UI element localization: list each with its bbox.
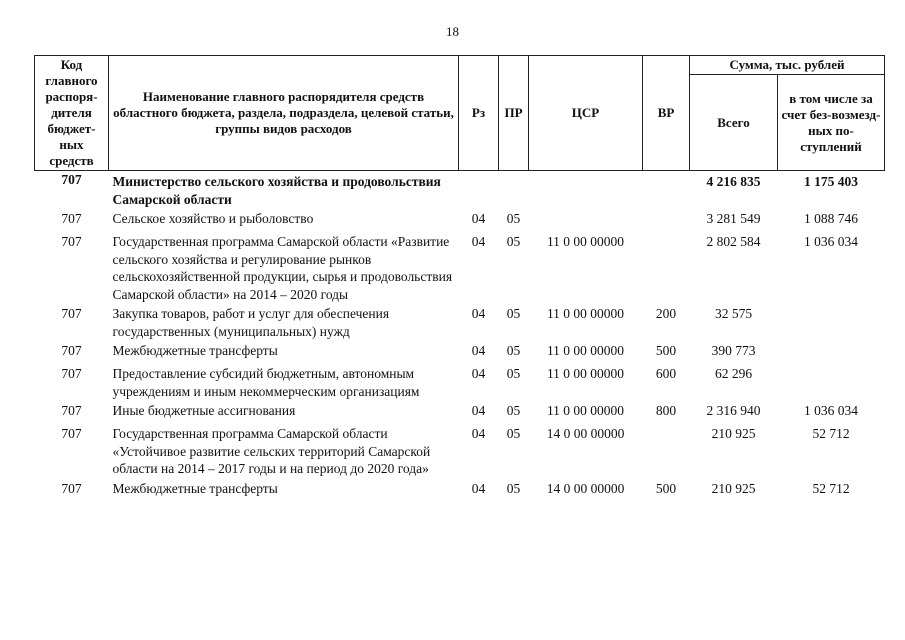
row-total: 3 281 549 xyxy=(706,211,761,226)
row-code: 707 xyxy=(61,366,82,381)
row-total: 2 316 940 xyxy=(706,403,761,418)
row-gratuitous: 52 712 xyxy=(812,480,850,496)
row-vr: 800 xyxy=(655,403,677,418)
row-rz: 04 xyxy=(471,306,486,321)
row-gratuitous: 1 036 034 xyxy=(804,403,858,418)
row-total: 62 296 xyxy=(714,366,753,381)
row-gratuitous xyxy=(778,340,885,363)
row-csr: 11 0 00 00000 xyxy=(546,366,625,381)
row-gratuitous: 52 712 xyxy=(812,426,850,441)
row-csr: 11 0 00 00000 xyxy=(546,403,625,418)
page-number: 18 xyxy=(446,24,459,39)
row-rz: 04 xyxy=(471,426,486,441)
table-row xyxy=(35,340,885,363)
row-vr: 600 xyxy=(655,366,677,381)
row-rz: 04 xyxy=(471,366,486,381)
header-code: Код главного распоря-дителя бюджет-ных средств xyxy=(35,56,109,171)
row-vr xyxy=(643,208,690,231)
table-body xyxy=(35,171,885,498)
row-rz: 04 xyxy=(471,343,486,358)
row-gratuitous: 1 088 746 xyxy=(804,211,858,226)
row-code: 707 xyxy=(61,306,82,321)
row-pr: 05 xyxy=(506,426,521,441)
row-code: 707 xyxy=(61,211,82,226)
row-total: 210 925 xyxy=(711,480,756,496)
table-row xyxy=(35,423,885,478)
row-code: 707 xyxy=(61,426,82,441)
row-pr: 05 xyxy=(506,480,521,496)
header-name: Наименование главного распорядителя средств областного бюджета, раздела, подраздела, целевой статьи, группы видов расходов xyxy=(109,56,459,171)
row-total: 2 802 584 xyxy=(706,234,761,249)
row-pr: 05 xyxy=(506,306,521,321)
table-row xyxy=(35,478,885,498)
row-total: 4 216 835 xyxy=(706,174,761,189)
row-total: 32 575 xyxy=(714,306,753,321)
table-row xyxy=(35,303,885,340)
row-gratuitous: 1 036 034 xyxy=(804,234,858,249)
row-pr: 05 xyxy=(506,211,521,226)
row-name: Межбюджетные трансферты xyxy=(112,480,278,496)
row-vr xyxy=(643,231,690,303)
row-rz: 04 xyxy=(471,211,486,226)
header-total: Всего xyxy=(690,75,778,171)
row-code: 707 xyxy=(61,343,82,358)
row-csr: 11 0 00 00000 xyxy=(546,343,625,358)
table-row xyxy=(35,208,885,231)
row-rz: 04 xyxy=(471,480,486,496)
header-gratuitous: в том числе за счет без-возмезд-ных по-ступлений xyxy=(778,75,885,171)
row-vr: 500 xyxy=(655,343,677,358)
row-gratuitous xyxy=(778,363,885,400)
row-rz: 04 xyxy=(471,403,486,418)
row-name: Государственная программа Самарской области «Развитие сельского хозяйства и регулирование рынков сельскохозяйственной продукции, сырья и продовольствия Самарской области» на 2014 – 2020 годы xyxy=(112,234,453,302)
table-row xyxy=(35,400,885,423)
row-csr xyxy=(529,208,643,231)
row-vr: 500 xyxy=(655,480,677,496)
row-pr: 05 xyxy=(506,403,521,418)
header-rz: Рз xyxy=(459,56,499,171)
row-name: Министерство сельского хозяйства и продовольствия Самарской области xyxy=(112,174,441,207)
row-rz xyxy=(459,171,499,209)
row-code: 707 xyxy=(61,403,82,418)
row-total: 390 773 xyxy=(711,343,756,358)
row-csr: 14 0 00 00000 xyxy=(546,426,625,441)
row-pr: 05 xyxy=(506,234,521,249)
row-rz: 04 xyxy=(471,234,486,249)
row-code: 707 xyxy=(61,172,82,187)
row-code: 707 xyxy=(61,480,82,496)
row-csr: 14 0 00 00000 xyxy=(546,480,625,496)
row-csr xyxy=(529,171,643,209)
row-code: 707 xyxy=(61,234,82,249)
row-pr xyxy=(499,171,529,209)
row-vr xyxy=(643,171,690,209)
header-sum: Сумма, тыс. рублей xyxy=(690,56,885,75)
row-gratuitous: 1 175 403 xyxy=(804,174,858,189)
row-pr: 05 xyxy=(506,343,521,358)
row-total: 210 925 xyxy=(711,426,756,441)
row-csr: 11 0 00 00000 xyxy=(546,306,625,321)
table-row xyxy=(35,231,885,303)
row-name: Закупка товаров, работ и услуг для обеспечения государственных (муниципальных) нужд xyxy=(112,306,390,339)
row-name: Межбюджетные трансферты xyxy=(112,343,278,358)
row-gratuitous xyxy=(778,303,885,340)
table-row xyxy=(35,363,885,400)
row-name: Предоставление субсидий бюджетным, автономным учреждениям и иным некоммерческим организациям xyxy=(112,366,420,399)
row-csr: 11 0 00 00000 xyxy=(546,234,625,249)
row-vr xyxy=(643,423,690,478)
row-pr: 05 xyxy=(506,366,521,381)
row-name: Сельское хозяйство и рыболовство xyxy=(112,211,314,226)
header-vr: ВР xyxy=(643,56,690,171)
header-pr: ПР xyxy=(499,56,529,171)
row-vr: 200 xyxy=(655,306,677,321)
table-row xyxy=(35,171,885,209)
row-name: Государственная программа Самарской области «Устойчивое развитие сельских территорий Самарской области на 2014 – 2017 годы и на период до 2020 года» xyxy=(112,426,431,476)
header-csr: ЦСР xyxy=(529,56,643,171)
budget-table xyxy=(34,55,885,497)
row-name: Иные бюджетные ассигнования xyxy=(112,403,296,418)
